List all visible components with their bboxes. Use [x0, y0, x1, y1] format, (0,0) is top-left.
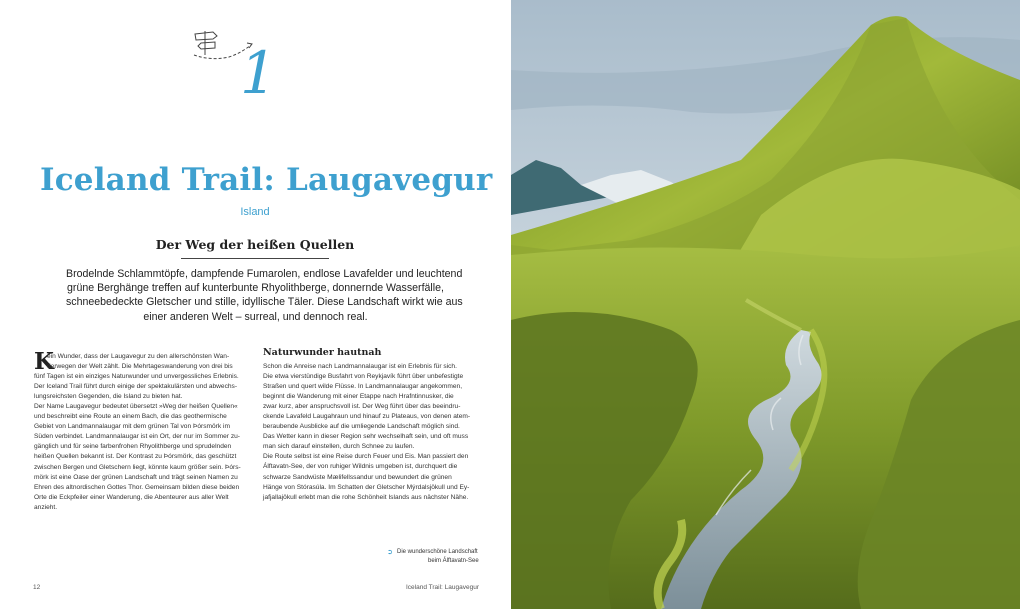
body-line: Der Name Laugavegur bedeutet übersetzt »Weg der heißen Quellen« [34, 403, 238, 411]
lead-line: einer anderen Welt – surreal, und dennoch real. [143, 310, 368, 323]
chapter-title: Iceland Trail: Laugavegur [40, 162, 493, 198]
body-line: zwischen Bergen und Gletschern liegt, könnte kaum größer sein. Þórs- [34, 463, 241, 471]
photo-caption [387, 548, 477, 566]
body-line: Orte die Eckpfeiler einer Wanderung, die Abenteurer aus aller Welt [34, 493, 229, 501]
chapter-number: 1 [240, 39, 277, 107]
body-line: Die Route selbst ist eine Reise durch Feuer und Eis. Man passiert den [263, 453, 469, 461]
running-head: Iceland Trail: Laugavegur [406, 584, 479, 591]
body-line: schwarze Sandwüste Mælifellssandur und bewundert die grünen [263, 473, 452, 481]
body-line: Schon die Anreise nach Landmannalaugar ist ein Erlebnis für sich. [263, 363, 457, 370]
lead-line: Brodelnde Schlammtöpfe, dampfende Fumarolen, endlose Lavafelder und leuchtend [66, 268, 463, 280]
body-line: beginnt die Wanderung mit einer Etappe nach Hrafntinnusker, die [263, 393, 454, 401]
lead-line: schneebedeckte Gletscher und stille, idyllische Täler. Diese Landschaft wirkt wie aus [66, 296, 463, 309]
body-line: derwegen der Welt zählt. Die Mehrtageswanderung von drei bis [47, 363, 233, 371]
body-line: jafjallajökull erlebt man die rohe Schönheit Islands aus nächster Nähe. [263, 493, 469, 501]
body-line: Der Iceland Trail führt durch einige der spektakulärsten und abwechs- [34, 383, 238, 391]
body-line: gänglich und für seine farbenfrohen Rhyolithberge und sprudelnden [34, 443, 232, 451]
landscape-illustration [511, 0, 1020, 609]
heading-divider [181, 258, 329, 259]
body-column-right [263, 362, 478, 503]
body-line: Das Wetter kann in dieser Region sehr wechselhaft sein, und oft muss [263, 433, 469, 441]
lead-line: grüne Berghänge treffen auf kunterbunte Rhyolithberge, donnernde Wasserfälle, [67, 282, 444, 295]
drop-cap: K [34, 348, 54, 375]
body-line: Álftavatn-See, der von ruhiger Wildnis umgeben ist, durchquert die [263, 463, 458, 471]
body-line: Gebiet von Landmannalaugar mit dem grünen Tal von Þórsmörk im [34, 423, 230, 431]
lead-paragraph [66, 267, 463, 324]
column-heading: Naturwunder hautnah [263, 347, 382, 358]
landscape-photo [511, 0, 1020, 609]
body-line: zwar kurz, aber anspruchsvoll ist. Der Weg führt über das beeindru- [263, 403, 461, 411]
body-line: Hänge von Stórasúla. Im Schatten der Gletscher Mýrdalsjökull und Ey- [263, 483, 470, 491]
section-heading: Der Weg der heißen Quellen [155, 237, 355, 252]
body-line: anzieht. [34, 503, 58, 511]
body-line: Die etwa vierstündige Busfahrt von Reykjavík führt über unbefestigte [263, 373, 464, 381]
caption-line: beim Álftavatn-See [428, 558, 479, 564]
arrow-right-icon: ➲ [387, 549, 393, 556]
body-line: ein Wunder, dass der Laugavegur zu den allerschönsten Wan- [47, 353, 230, 360]
caption-line: Die wunderschöne Landschaft [397, 549, 478, 555]
page-number: 12 [33, 584, 41, 591]
body-line: lungsreichsten Gegenden, die Island zu bieten hat. [34, 393, 183, 401]
body-line: fünf Tagen ist ein einziges Naturwunder und unvergessliches Erlebnis. [34, 373, 239, 381]
body-line: heißen Quellen bekannt ist. Der Kontrast zu Þórsmörk, das geschützt [34, 453, 237, 461]
body-line: man sich darauf einstellen, durch Schnee zu laufen. [263, 443, 415, 451]
body-line: und beschreibt eine Route an einem Bach, die das geothermische [34, 413, 227, 421]
body-line: Ehren des altnordischen Gottes Thor. Gemeinsam bilden diese beiden [34, 483, 240, 491]
chapter-subtitle: Island [240, 206, 270, 218]
body-column-left [34, 348, 248, 513]
body-line: Straßen und quert wilde Flüsse. In Landmannalaugar angekommen, [263, 383, 463, 391]
body-line: mörk ist eine Oase der grünen Landschaft und trägt seinen Namen zu [34, 473, 238, 481]
body-line: beraubende Ausblicke auf die umliegende Landschaft möglich sind. [263, 423, 460, 431]
body-line: Süden verbindet. Landmannalaugar ist ein Ort, der nur im Sommer zu- [34, 433, 240, 441]
body-line: ckende Lavafeld Laugahraun und hinauf zu Plateaus, von denen atem- [263, 413, 471, 421]
